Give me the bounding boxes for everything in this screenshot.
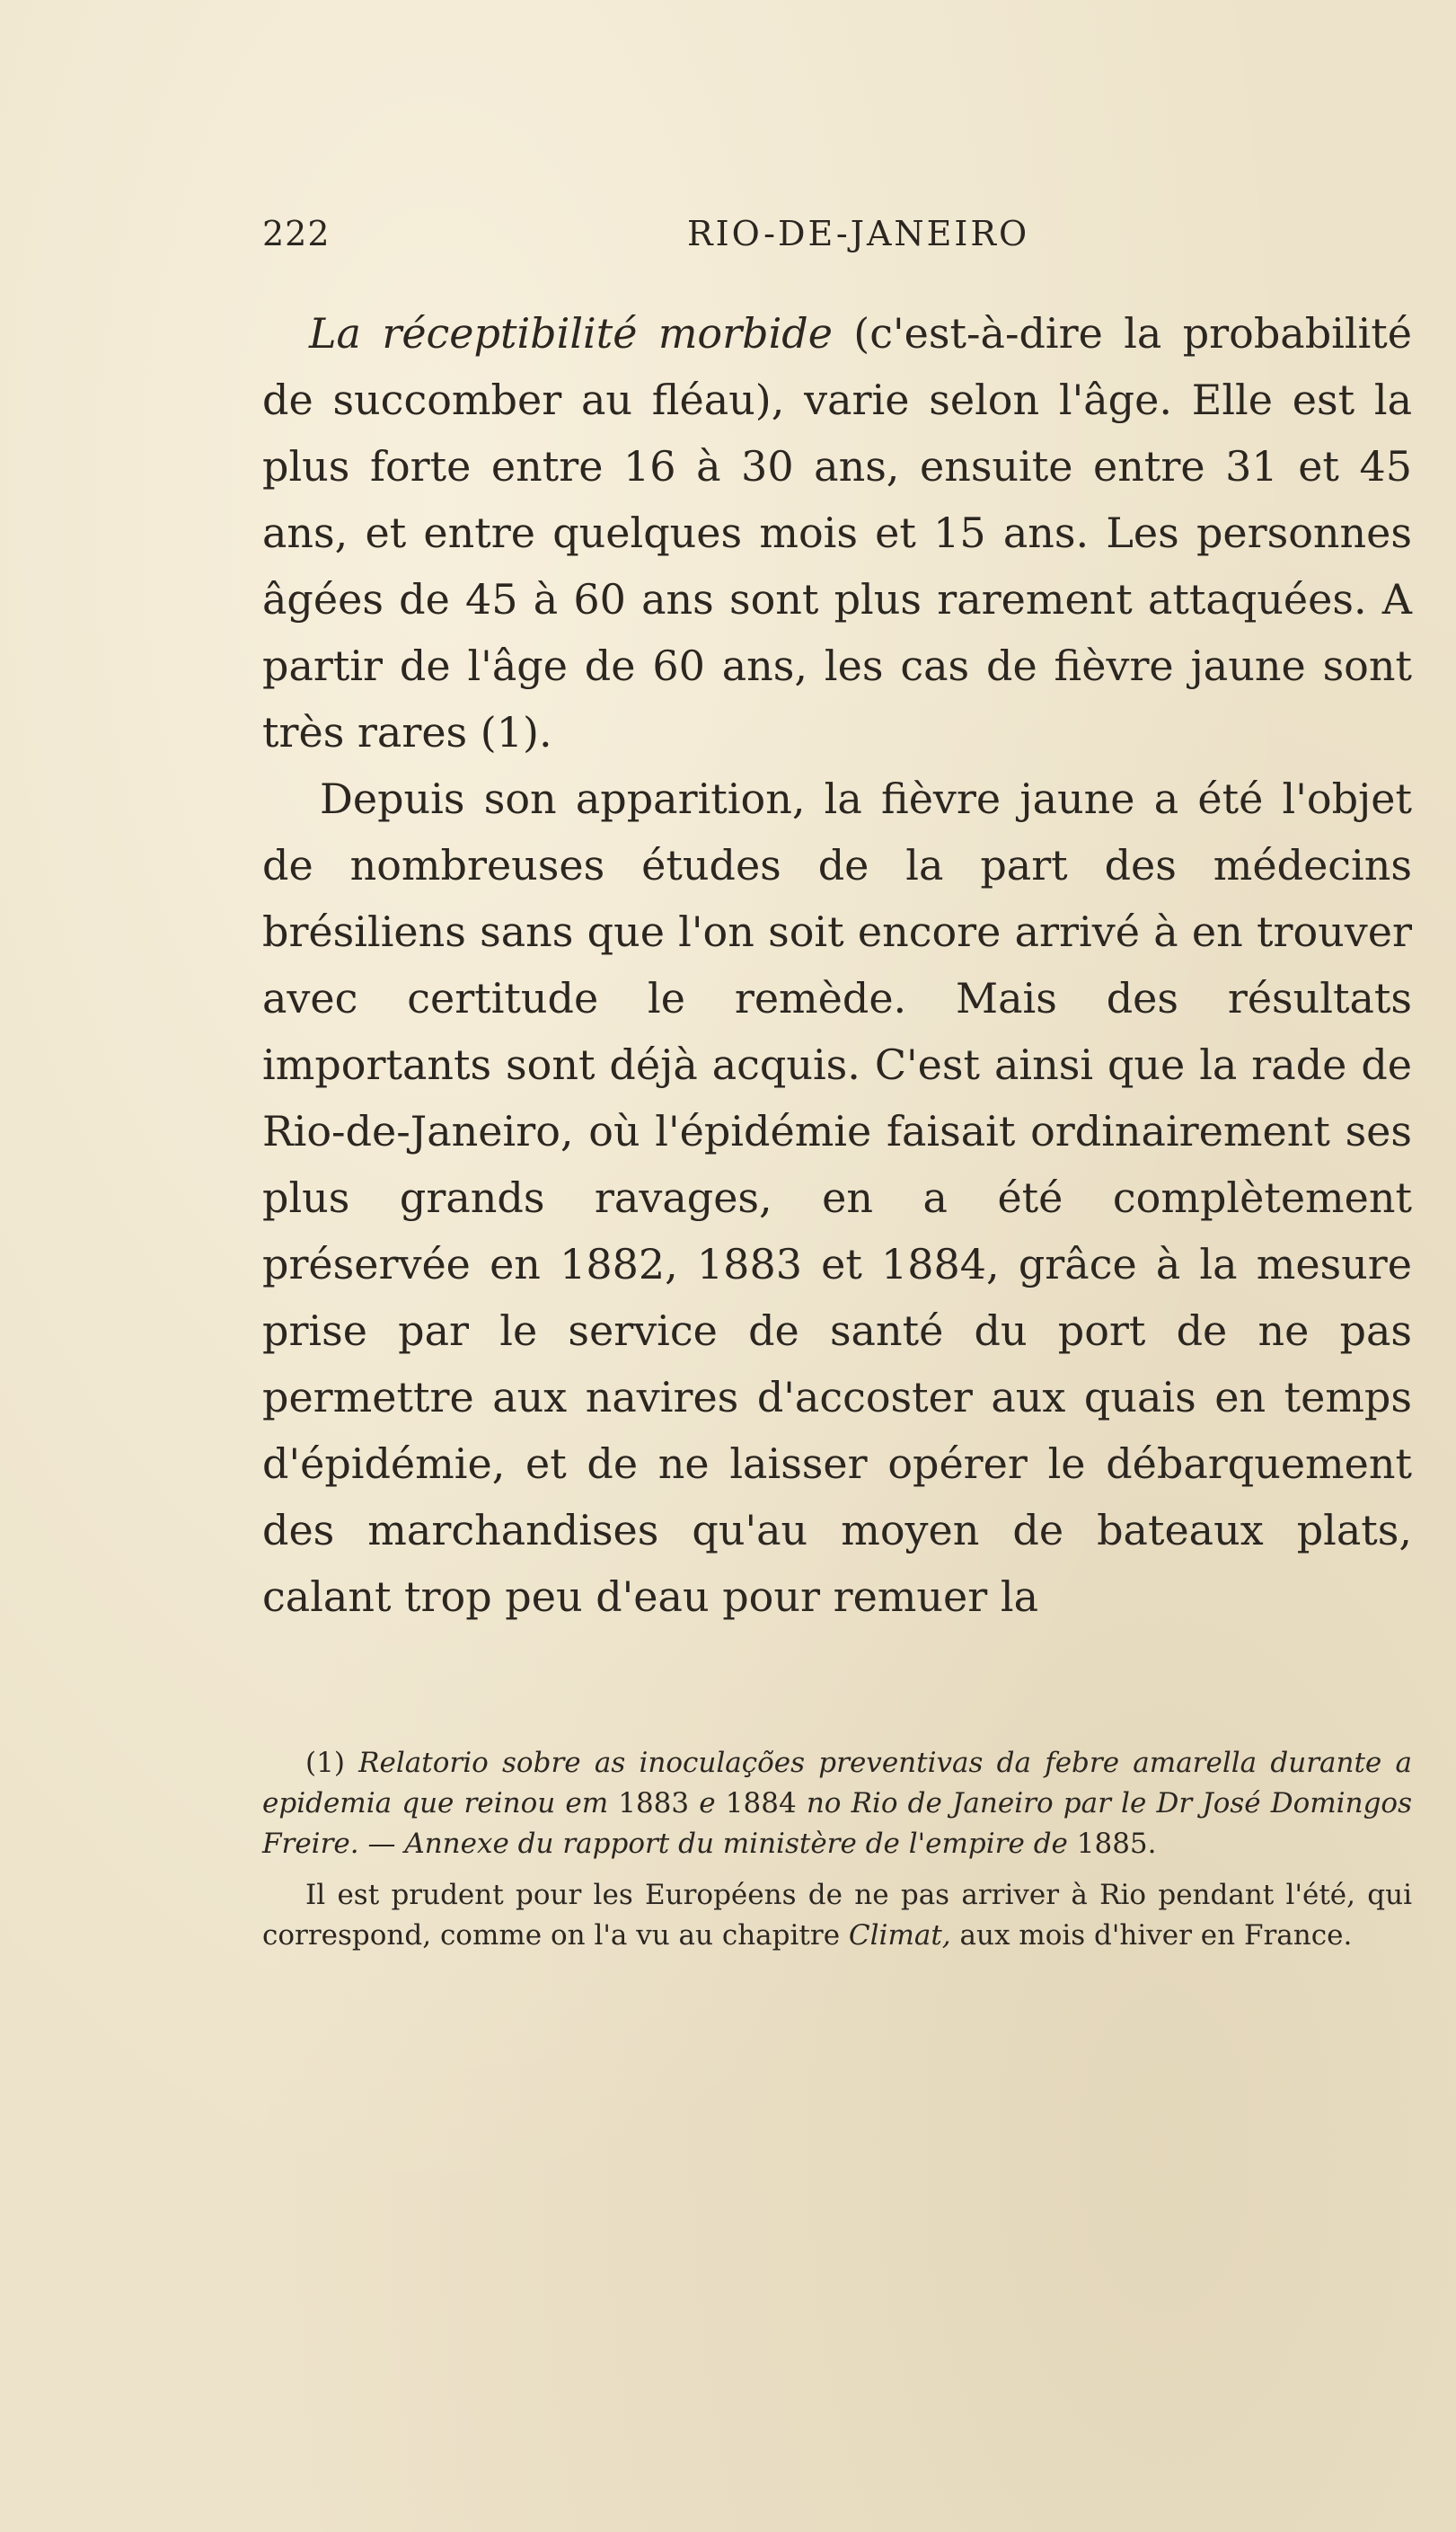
paragraph-2: Depuis son apparition, la fièvre jaune a été l'objet de nombreuses études de la part des médecins brésiliens sans que l'on soit encore arrivé à en trouver avec certitude le remède. Mais des résultats importants sont déjà acquis. C'est ainsi que la rade de Rio-de-Janeiro, où l'épidémie faisait ordinairement ses plus grands ravages, en a été complètement préservée en 1882, 1883 et 1884, grâce à la mesure prise par le service de santé du port de ne pas permettre aux navires d'accoster aux quais en temps d'épidémie, et de ne laisser opérer le débarquement des marchandises qu'au moyen de bateaux plats, calant trop peu d'eau pour remuer la [262, 775, 1412, 1621]
running-head [262, 214, 1412, 268]
paragraph-1-emphasis: La réceptibilité morbide [309, 309, 833, 358]
footnote-2 [262, 1875, 1412, 1956]
footnote-1-year-1: 1883 [608, 1787, 700, 1819]
paragraph-1-text: (c'est-à-dire la probabilité de succomber au fléau), varie selon l'âge. Elle est la plus forte entre 16 à 30 ans, ensuite entre 31 et 45 ans, et entre quelques mois et 15 ans. Les personnes âgées de 45 à 60 ans sont plus rarement attaquées. A partir de l'âge de 60 ans, les cas de fièvre jaune sont très rares (1). [262, 309, 1412, 757]
footnote-marker: (1) [305, 1747, 359, 1779]
running-title: RIO-DE-JANEIRO [687, 214, 1030, 253]
page-number: 222 [262, 214, 331, 253]
body-text [262, 300, 1412, 1630]
footnote-2-emphasis: Climat, [848, 1919, 951, 1952]
footnote-1-year-2: 1884 [715, 1787, 807, 1819]
footnote-1-year-3: 1885. [1067, 1828, 1157, 1860]
footnote-1-source: no Rio de Janeiro par le Dr José Domingos Freire. — Annexe du rapport du ministère de l'empire de [262, 1787, 1412, 1860]
paragraph-1 [262, 300, 1412, 766]
footnote-2-start: Il est prudent pour les Européens de ne pas arriver à Rio pendant l'été, qui correspond, comme on l'a vu au chapitre [262, 1879, 1412, 1952]
footnote-2-end: aux mois d'hiver en France. [950, 1919, 1353, 1952]
footnote-1 [262, 1743, 1412, 1864]
footnote-1-title: Relatorio sobre as inoculações preventivas da febre amarella durante a epidemia que reinou em [262, 1747, 1413, 1819]
footnotes [262, 1743, 1412, 1956]
footnote-1-conj: e [699, 1787, 716, 1819]
